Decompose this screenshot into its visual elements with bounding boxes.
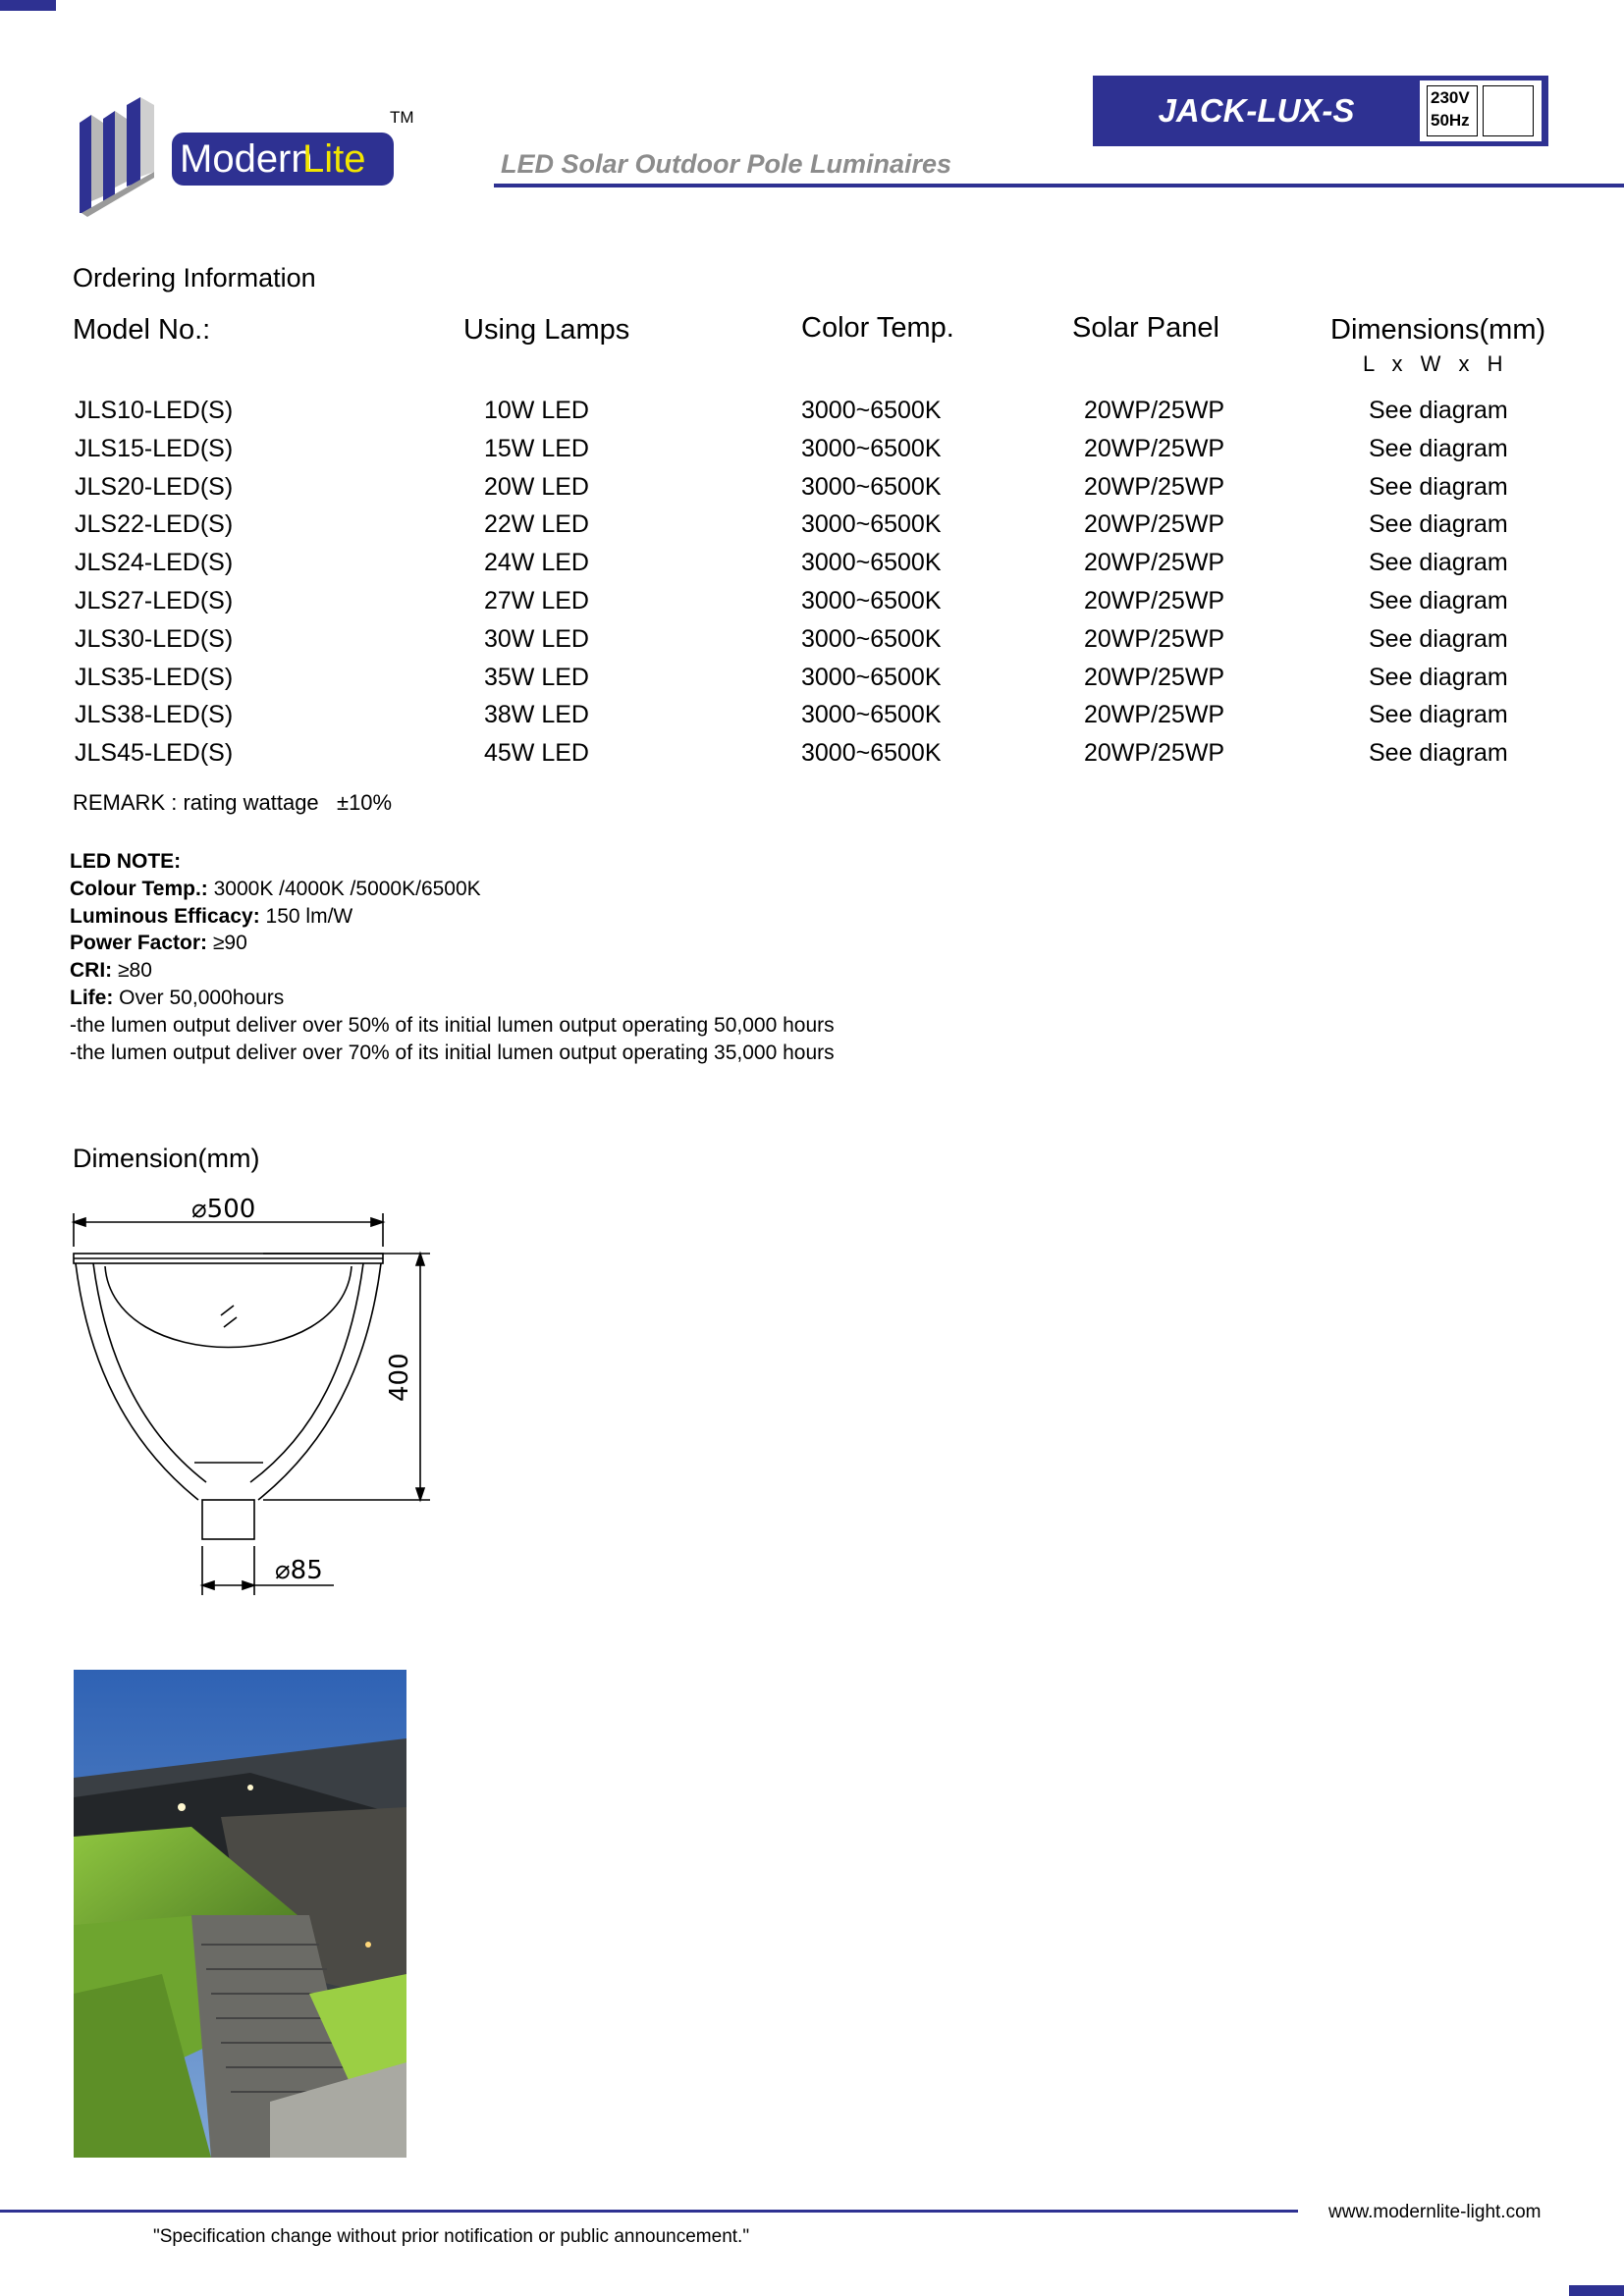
efficacy-value: 150 lm/W [259,904,353,928]
cell-solar: 20WP/25WP [1084,663,1225,691]
cell-color-temp: 3000~6500K [801,434,942,462]
life-value: Over 50,000hours [113,986,285,1009]
colour-temp-label: Colour Temp.: [70,877,208,900]
cell-model: JLS30-LED(S) [75,624,234,653]
cell-lamp: 10W LED [484,397,589,424]
lumen-note-70: -the lumen output deliver over 70% of its initial lumen output operating 35,000 hours [70,1041,835,1064]
model-badge [1093,76,1548,146]
cell-solar: 20WP/25WP [1084,739,1225,768]
efficacy-label: Luminous Efficacy: [70,904,260,928]
cell-lamp: 27W LED [484,586,589,614]
corner-accent-top [0,0,56,11]
cell-color-temp: 3000~6500K [801,549,942,577]
cell-lamp: 38W LED [484,701,589,729]
model-name: JACK-LUX-S [1158,92,1355,129]
trademark-mark: TM [390,108,414,127]
ordering-table [0,393,1624,774]
logo-text-lite: Lite [302,137,366,181]
table-row [0,469,1624,507]
lumen-note-50: -the lumen output deliver over 50% of its initial lumen output operating 50,000 hours [70,1013,835,1037]
product-subtitle: LED Solar Outdoor Pole Luminaires [501,149,952,179]
column-header-color-temp: Color Temp. [801,312,954,344]
table-row [0,660,1624,698]
column-header-dimensions: Dimensions(mm) [1330,314,1546,346]
cell-model: JLS20-LED(S) [75,472,234,501]
cell-solar: 20WP/25WP [1084,624,1225,653]
table-row [0,697,1624,735]
cell-dimensions: See diagram [1369,701,1508,729]
column-header-lamps: Using Lamps [463,314,630,346]
cell-lamp: 24W LED [484,549,589,577]
logo-text-modern: Modern [180,137,313,181]
table-row [0,393,1624,431]
cell-lamp: 15W LED [484,434,589,462]
led-note [70,848,835,1066]
cell-lamp: 30W LED [484,624,589,653]
cell-model: JLS24-LED(S) [75,549,234,577]
logo-wordmark [172,131,466,186]
cell-lamp: 22W LED [484,510,589,539]
table-row [0,735,1624,774]
disclaimer-text: "Specification change without prior notification or public announcement." [153,2226,750,2247]
table-row [0,545,1624,583]
cell-lamp: 45W LED [484,739,589,768]
cell-dimensions: See diagram [1369,549,1508,577]
dimension-diagram [59,1188,452,1610]
cell-solar: 20WP/25WP [1084,586,1225,614]
table-row [0,621,1624,660]
rating-box [1420,80,1542,141]
cell-dimensions: See diagram [1369,510,1508,539]
logo-mark-icon [74,93,182,221]
cell-color-temp: 3000~6500K [801,586,942,614]
cell-solar: 20WP/25WP [1084,472,1225,501]
cell-model: JLS27-LED(S) [75,586,234,614]
cell-model: JLS10-LED(S) [75,397,234,424]
frequency-label: 50Hz [1431,111,1470,130]
cell-model: JLS15-LED(S) [75,434,234,462]
rating-remark: REMARK : rating wattage ±10% [73,790,393,815]
cell-model: JLS45-LED(S) [75,739,234,768]
cell-color-temp: 3000~6500K [801,397,942,424]
cell-solar: 20WP/25WP [1084,510,1225,539]
cri-label: CRI: [70,959,113,983]
cell-solar: 20WP/25WP [1084,549,1225,577]
voltage-label: 230V [1431,88,1470,107]
cell-dimensions: See diagram [1369,434,1508,462]
cell-solar: 20WP/25WP [1084,397,1225,424]
led-note-title: LED NOTE: [70,850,182,873]
header-divider [494,184,1624,187]
cell-color-temp: 3000~6500K [801,739,942,768]
cri-value: ≥80 [112,959,152,983]
cell-dimensions: See diagram [1369,397,1508,424]
voltage-rating [1427,85,1478,136]
cell-solar: 20WP/25WP [1084,701,1225,729]
power-factor-label: Power Factor: [70,932,208,955]
cell-lamp: 35W LED [484,663,589,691]
cell-model: JLS35-LED(S) [75,663,234,691]
dimension-title: Dimension(mm) [73,1144,260,1173]
cell-color-temp: 3000~6500K [801,510,942,539]
cell-solar: 20WP/25WP [1084,434,1225,462]
cell-color-temp: 3000~6500K [801,472,942,501]
cell-model: JLS22-LED(S) [75,510,234,539]
column-header-solar-panel: Solar Panel [1072,312,1219,344]
height-label: 400 [385,1353,414,1402]
table-row [0,431,1624,469]
cell-color-temp: 3000~6500K [801,663,942,691]
cell-dimensions: See diagram [1369,663,1508,691]
cell-dimensions: See diagram [1369,624,1508,653]
corner-accent-bottom [1569,2285,1624,2296]
ordering-title: Ordering Information [73,263,316,293]
table-row [0,583,1624,621]
cell-lamp: 20W LED [484,472,589,501]
certification-box [1483,85,1534,136]
cell-dimensions: See diagram [1369,472,1508,501]
column-header-model: Model No.: [73,314,211,346]
diameter-bottom-label: ⌀85 [275,1556,323,1585]
cell-color-temp: 3000~6500K [801,624,942,653]
cell-color-temp: 3000~6500K [801,701,942,729]
diameter-top-label: ⌀500 [191,1195,256,1224]
power-factor-value: ≥90 [207,932,247,955]
table-row [0,507,1624,545]
cell-model: JLS38-LED(S) [75,701,234,729]
website-link[interactable]: www.modernlite-light.com [1328,2202,1542,2222]
colour-temp-value: 3000K /4000K /5000K/6500K [207,877,481,900]
cell-dimensions: See diagram [1369,739,1508,768]
column-header-dimensions-sub: L x W x H [1363,351,1506,376]
cell-dimensions: See diagram [1369,586,1508,614]
life-label: Life: [70,986,114,1009]
installation-photo [74,1670,406,2158]
brand-logo [74,93,427,221]
footer-divider [0,2210,1298,2213]
